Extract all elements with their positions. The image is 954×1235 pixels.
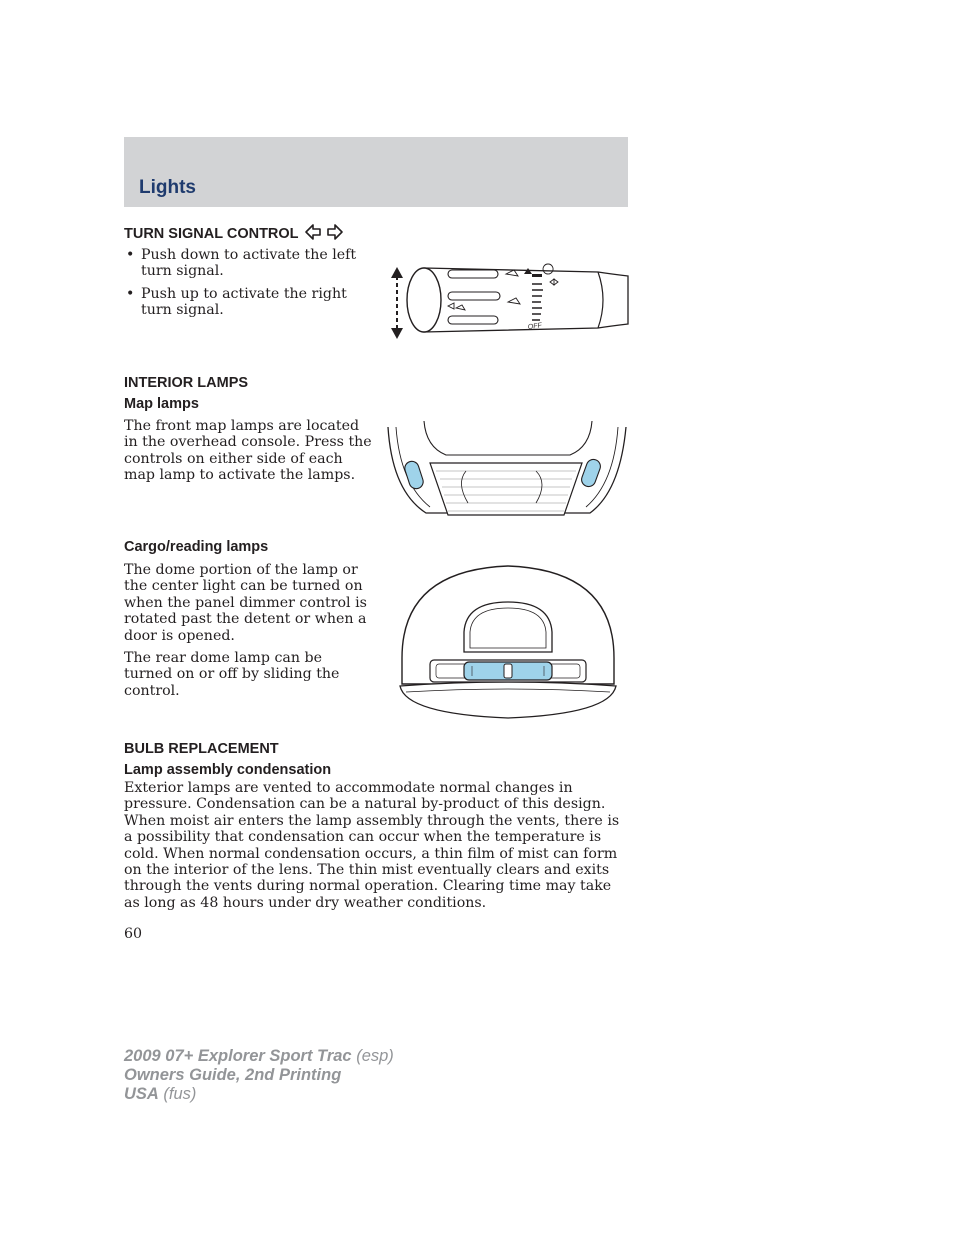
footer-market-code: (fus)	[158, 1085, 197, 1103]
bulb-replacement-heading: BULB REPLACEMENT	[124, 741, 279, 757]
list-item: • Push down to activate the left turn signal.	[126, 247, 357, 280]
cargo-lamps-heading: Cargo/reading lamps	[124, 539, 269, 555]
condensation-heading: Lamp assembly condensation	[124, 762, 332, 778]
list-item: • Push up to activate the right turn signal.	[126, 285, 347, 319]
footer-model-code: (esp)	[351, 1047, 394, 1065]
document-footer	[124, 1047, 394, 1104]
stalk-off-label: OFF	[527, 322, 543, 332]
map-lamps-heading: Map lamps	[124, 396, 199, 412]
bullet-text: Push up to activate the right turn signal.	[141, 285, 347, 319]
bullet-text: Push down to activate the left turn signal.	[141, 247, 357, 280]
map-lamps-body: The front map lamps are located in the overhead console. Press the controls on either side of each map lamp to activate the lamps.	[124, 418, 372, 484]
footer-line-3	[124, 1085, 394, 1104]
footer-guide: Owners Guide, 2nd Printing	[124, 1066, 342, 1084]
turn-signal-stalk-illustration	[386, 262, 630, 344]
interior-lamps-heading: INTERIOR LAMPS	[124, 375, 249, 391]
cargo-lamps-body-2: The rear dome lamp can be turned on or off by sliding the control.	[124, 650, 340, 699]
map-lamps-illustration	[386, 421, 630, 519]
turn-signal-bullet-list	[124, 247, 376, 325]
dome-lamp-illustration	[396, 562, 620, 722]
section-header-band	[124, 137, 628, 207]
page-number: 60	[124, 926, 143, 942]
condensation-body: Exterior lamps are vented to accommodate normal changes in pressure. Condensation can be a natural by-product of this design. When moist air enters the lamp assembly through the vents, there is a possibility that condensation can occur when the temperature is cold. When normal condensation occurs, a thin film of mist can form on the interior of the lens. The thin mist eventually clears and exits through the vents during normal operation. Clearing time may take as long as 48 hours under dry weather conditions.	[124, 780, 620, 911]
footer-market: USA	[124, 1085, 159, 1103]
turn-signal-arrows-icon	[304, 223, 344, 241]
turn-signal-heading-text: TURN SIGNAL CONTROL	[124, 226, 299, 242]
footer-model: 2009 07+ Explorer Sport Trac	[124, 1047, 352, 1065]
footer-line-1	[124, 1047, 394, 1066]
section-title: Lights	[139, 177, 196, 198]
footer-line-2	[124, 1066, 394, 1085]
cargo-lamps-body-1: The dome portion of the lamp or the center light can be turned on when the panel dimmer control is rotated past the detent or when a door is opened.	[124, 562, 367, 644]
turn-signal-heading	[124, 223, 344, 242]
